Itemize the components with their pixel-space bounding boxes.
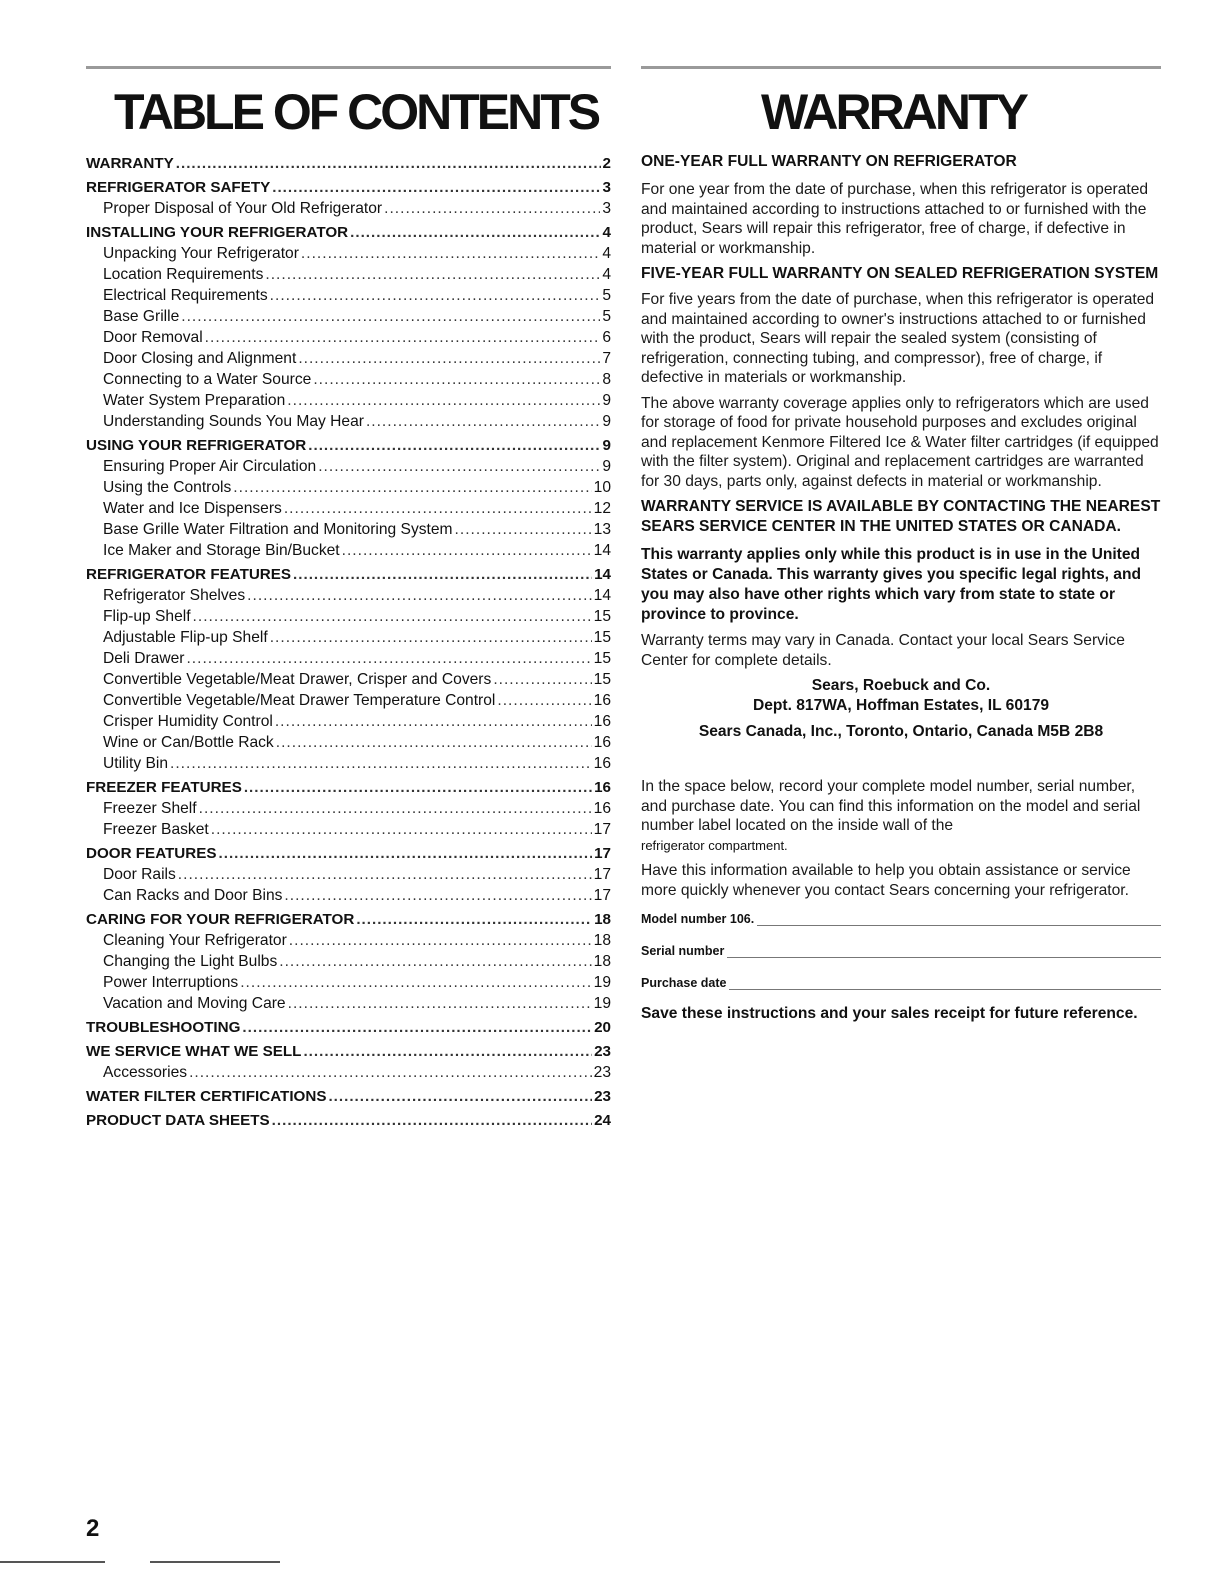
toc-leader-dots [284, 498, 592, 519]
toc-page-number: 16 [593, 692, 611, 709]
warranty-body [641, 152, 1161, 1024]
toc-entry-text: Base Grille Water Filtration and Monitoring System [103, 521, 453, 538]
toc-entry-text: Adjustable Flip-up Shelf [103, 629, 268, 646]
model-number-label: Model number 106. [641, 912, 755, 926]
toc-section-entry [86, 1017, 611, 1038]
toc-entry-text: CARING FOR YOUR REFRIGERATOR [86, 911, 355, 928]
toc-page-number: 9 [602, 392, 611, 409]
toc-entry-text: WE SERVICE WHAT WE SELL [86, 1043, 302, 1060]
toc-entry-text: Cleaning Your Refrigerator [103, 932, 287, 949]
toc-leader-dots [170, 753, 592, 774]
toc-subentry [86, 243, 611, 264]
toc-leader-dots [308, 435, 600, 456]
serial-number-line[interactable] [727, 945, 1161, 958]
toc-leader-dots [293, 564, 592, 585]
toc-subentry [86, 198, 611, 219]
toc-page-number: 18 [593, 953, 611, 970]
toc-leader-dots [455, 519, 592, 540]
toc-page-number: 14 [594, 566, 611, 583]
toc-list [86, 153, 611, 1131]
toc-leader-dots [272, 177, 600, 198]
toc-entry-text: Proper Disposal of Your Old Refrigerator [103, 200, 383, 217]
toc-leader-dots [276, 732, 592, 753]
toc-page-number: 15 [593, 671, 611, 688]
toc-subentry [86, 348, 611, 369]
model-number-line[interactable] [757, 913, 1161, 926]
toc-page-number: 17 [593, 821, 611, 838]
toc-entry-text: Convertible Vegetable/Meat Drawer Temperature Control [103, 692, 496, 709]
one-year-text: For one year from the date of purchase, when this refrigerator is operated and maintained according to instructions attached to or furnished with the product, Sears will repair this refrigerator, free of charge, if defective in material or workmanship. [641, 181, 1149, 257]
toc-page-number: 17 [594, 845, 611, 862]
toc-entry-text: Door Removal [103, 329, 203, 346]
toc-page-number: 12 [593, 500, 611, 517]
toc-subentry [86, 690, 611, 711]
toc-subentry [86, 477, 611, 498]
top-rule-left [86, 66, 611, 69]
toc-leader-dots [193, 606, 592, 627]
toc-page-number: 5 [602, 308, 611, 325]
toc-page-number: 17 [593, 866, 611, 883]
toc-page-number: 23 [593, 1064, 611, 1081]
toc-entry-text: PRODUCT DATA SHEETS [86, 1112, 270, 1129]
bottom-rule-segment [0, 1561, 105, 1563]
toc-page-number: 16 [593, 800, 611, 817]
toc-page-number: 19 [593, 995, 611, 1012]
toc-subentry [86, 753, 611, 774]
toc-subentry [86, 285, 611, 306]
toc-leader-dots [233, 477, 591, 498]
toc-leader-dots [205, 327, 601, 348]
toc-page-number: 3 [602, 200, 611, 217]
toc-leader-dots [199, 798, 592, 819]
toc-page-number: 18 [594, 911, 611, 928]
toc-leader-dots [497, 690, 591, 711]
five-year-heading: FIVE-YEAR FULL WARRANTY ON SEALED REFRIGERATION SYSTEM [641, 265, 1159, 282]
toc-leader-dots [242, 1017, 592, 1038]
toc-subentry [86, 369, 611, 390]
toc-title: TABLE OF CONTENTS [114, 84, 599, 140]
toc-entry-text: Understanding Sounds You May Hear [103, 413, 364, 430]
toc-leader-dots [328, 1086, 592, 1107]
toc-leader-dots [244, 777, 592, 798]
toc-leader-dots [313, 369, 600, 390]
toc-section-entry [86, 909, 611, 930]
address-line-2: Dept. 817WA, Hoffman Estates, IL 60179 [752, 697, 1050, 714]
toc-entry-text: Utility Bin [103, 755, 168, 772]
toc-subentry [86, 648, 611, 669]
toc-entry-text: Unpacking Your Refrigerator [103, 245, 299, 262]
toc-entry-text: Vacation and Moving Care [103, 995, 286, 1012]
toc-page-number: 7 [602, 350, 611, 367]
toc-entry-text: Changing the Light Bulbs [103, 953, 278, 970]
toc-subentry [86, 327, 611, 348]
purchase-date-label: Purchase date [641, 976, 727, 990]
toc-page-number: 20 [594, 1019, 611, 1036]
toc-page-number: 18 [593, 932, 611, 949]
serial-number-field[interactable] [641, 934, 1161, 958]
toc-entry-text: Accessories [103, 1064, 188, 1081]
toc-page-number: 10 [593, 479, 611, 496]
toc-leader-dots [342, 540, 592, 561]
toc-page-number: 3 [602, 179, 611, 196]
toc-subentry [86, 264, 611, 285]
toc-leader-dots [284, 885, 591, 906]
toc-leader-dots [298, 348, 600, 369]
toc-entry-text: Water and Ice Dispensers [103, 500, 282, 517]
record-text: In the space below, record your complete model number, serial number, and purchase date. You can find this information on the model and serial number label located on the inside wall of the [641, 778, 1141, 834]
toc-leader-dots [189, 1062, 592, 1083]
toc-page-number: 8 [602, 371, 611, 388]
toc-leader-dots [287, 390, 600, 411]
toc-leader-dots [219, 843, 593, 864]
toc-subentry [86, 498, 611, 519]
rights-text: This warranty applies only while this product is in use in the United States or Canada. This warranty gives you specific legal rights, and you may also have other rights which vary from state to state or province to province. [641, 546, 1142, 623]
toc-leader-dots [303, 1041, 592, 1062]
toc-leader-dots [493, 669, 591, 690]
address-line-1: Sears, Roebuck and Co. [811, 677, 991, 694]
toc-section-entry [86, 564, 611, 585]
serial-number-label: Serial number [641, 944, 725, 958]
toc-entry-text: Refrigerator Shelves [103, 587, 246, 604]
toc-subentry [86, 819, 611, 840]
toc-leader-dots [288, 993, 592, 1014]
toc-entry-text: Wine or Can/Bottle Rack [103, 734, 274, 751]
address-line-3: Sears Canada, Inc., Toronto, Ontario, Canada M5B 2B8 [698, 723, 1104, 740]
toc-page-number: 9 [602, 437, 611, 454]
toc-page-number: 9 [602, 413, 611, 430]
toc-leader-dots [301, 243, 600, 264]
toc-section-entry [86, 1110, 611, 1131]
toc-subentry [86, 711, 611, 732]
toc-leader-dots [176, 153, 601, 174]
model-number-field[interactable] [641, 902, 1161, 926]
toc-entry-text: Connecting to a Water Source [103, 371, 312, 388]
toc-subentry [86, 864, 611, 885]
toc-entry-text: Electrical Requirements [103, 287, 268, 304]
toc-entry-text: Can Racks and Door Bins [103, 887, 283, 904]
canada-text: Warranty terms may vary in Canada. Contact your local Sears Service Center for complete details. [641, 632, 1125, 669]
toc-entry-text: Location Requirements [103, 266, 264, 283]
toc-section-entry [86, 777, 611, 798]
toc-leader-dots [186, 648, 591, 669]
toc-subentry [86, 1062, 611, 1083]
have-info-text: Have this information available to help you obtain assistance or service more quickly whenever you contact Sears concerning your refrigerator. [641, 862, 1131, 899]
toc-page-number: 16 [593, 755, 611, 772]
toc-page-number: 15 [593, 608, 611, 625]
toc-page-number: 14 [593, 587, 611, 604]
toc-leader-dots [270, 285, 601, 306]
toc-subentry [86, 798, 611, 819]
toc-page-number: 16 [593, 713, 611, 730]
toc-subentry [86, 951, 611, 972]
toc-page-number: 2 [602, 155, 611, 172]
toc-page-number: 14 [593, 542, 611, 559]
toc-subentry [86, 456, 611, 477]
toc-entry-text: Water System Preparation [103, 392, 286, 409]
toc-entry-text: Convertible Vegetable/Meat Drawer, Crisper and Covers [103, 671, 492, 688]
toc-leader-dots [270, 627, 592, 648]
toc-page-number: 9 [602, 458, 611, 475]
toc-leader-dots [265, 264, 600, 285]
toc-entry-text: INSTALLING YOUR REFRIGERATOR [86, 224, 349, 241]
toc-subentry [86, 519, 611, 540]
toc-subentry [86, 411, 611, 432]
purchase-date-field[interactable] [641, 966, 1161, 990]
toc-page-number: 16 [594, 779, 611, 796]
service-heading: WARRANTY SERVICE IS AVAILABLE BY CONTACTING THE NEAREST SEARS SERVICE CENTER IN THE UNITED STATES OR CANADA. [641, 498, 1161, 535]
toc-page-number: 13 [593, 521, 611, 538]
toc-subentry [86, 669, 611, 690]
save-instructions-text: Save these instructions and your sales receipt for future reference. [641, 1005, 1138, 1022]
toc-page-number: 16 [593, 734, 611, 751]
toc-leader-dots [289, 930, 592, 951]
toc-entry-text: Ensuring Proper Air Circulation [103, 458, 317, 475]
toc-section-entry [86, 843, 611, 864]
toc-page-number: 23 [594, 1088, 611, 1105]
toc-leader-dots [178, 864, 592, 885]
toc-section-entry [86, 177, 611, 198]
toc-leader-dots [247, 585, 591, 606]
purchase-date-line[interactable] [729, 977, 1161, 990]
toc-section-entry [86, 153, 611, 174]
toc-subentry [86, 606, 611, 627]
toc-page-number: 19 [593, 974, 611, 991]
toc-leader-dots [272, 1110, 592, 1131]
toc-page-number: 4 [602, 266, 611, 283]
toc-leader-dots [350, 222, 600, 243]
toc-entry-text: Deli Drawer [103, 650, 185, 667]
toc-subentry [86, 585, 611, 606]
toc-entry-text: Flip-up Shelf [103, 608, 191, 625]
toc-subentry [86, 993, 611, 1014]
toc-subentry [86, 540, 611, 561]
toc-entry-text: Using the Controls [103, 479, 232, 496]
toc-leader-dots [211, 819, 592, 840]
toc-subentry [86, 732, 611, 753]
one-year-heading: ONE-YEAR FULL WARRANTY ON REFRIGERATOR [641, 153, 1017, 170]
toc-leader-dots [318, 456, 600, 477]
top-rule-right [641, 66, 1161, 69]
toc-subentry [86, 390, 611, 411]
toc-page-number: 17 [593, 887, 611, 904]
toc-page-number: 15 [593, 650, 611, 667]
toc-entry-text: Freezer Basket [103, 821, 209, 838]
toc-entry-text: REFRIGERATOR FEATURES [86, 566, 292, 583]
toc-entry-text: DOOR FEATURES [86, 845, 217, 862]
toc-section-entry [86, 1041, 611, 1062]
coverage-text: The above warranty coverage applies only to refrigerators which are used for storage of food for private household purposes and excludes original and replacement Kenmore Filtered Ice & Water filter cartridges (if equipped with the filter system). Original and replacement cartridges are warranted for 30 days, parts only, against defects in material or workmanship. [641, 394, 1159, 490]
toc-section-entry [86, 222, 611, 243]
toc-entry-text: Ice Maker and Storage Bin/Bucket [103, 542, 340, 559]
toc-page-number: 5 [602, 287, 611, 304]
page-number: 2 [86, 1515, 100, 1542]
toc-entry-text: Freezer Shelf [103, 800, 197, 817]
toc-entry-text: FREEZER FEATURES [86, 779, 242, 796]
toc-entry-text: REFRIGERATOR SAFETY [86, 179, 271, 196]
toc-leader-dots [384, 198, 600, 219]
toc-subentry [86, 885, 611, 906]
toc-leader-dots [279, 951, 591, 972]
toc-entry-text: Crisper Humidity Control [103, 713, 273, 730]
toc-entry-text: Door Rails [103, 866, 176, 883]
toc-page-number: 15 [593, 629, 611, 646]
toc-leader-dots [181, 306, 600, 327]
toc-page-number: 4 [602, 224, 611, 241]
toc-page-number: 6 [602, 329, 611, 346]
toc-entry-text: Power Interruptions [103, 974, 239, 991]
toc-subentry [86, 930, 611, 951]
toc-leader-dots [240, 972, 591, 993]
toc-leader-dots [275, 711, 592, 732]
toc-subentry [86, 306, 611, 327]
record-text-end: refrigerator compartment. [641, 837, 788, 853]
toc-entry-text: USING YOUR REFRIGERATOR [86, 437, 307, 454]
toc-leader-dots [366, 411, 600, 432]
toc-page-number: 24 [594, 1112, 611, 1129]
warranty-title: WARRANTY [761, 84, 1026, 140]
bottom-rule-segment [150, 1561, 280, 1563]
toc-subentry [86, 627, 611, 648]
toc-entry-text: WATER FILTER CERTIFICATIONS [86, 1088, 327, 1105]
toc-section-entry [86, 435, 611, 456]
toc-entry-text: TROUBLESHOOTING [86, 1019, 241, 1036]
toc-entry-text: WARRANTY [86, 155, 174, 172]
toc-subentry [86, 972, 611, 993]
toc-page-number: 23 [594, 1043, 611, 1060]
toc-leader-dots [356, 909, 592, 930]
five-year-text: For five years from the date of purchase, when this refrigerator is operated and maintained according to owner's instructions attached to or furnished with the product, Sears will repair the sealed system (consisting of refrigeration, connecting tubing, and compressor), free of charge, if defective in materials or workmanship. [641, 291, 1155, 386]
toc-entry-text: Door Closing and Alignment [103, 350, 297, 367]
toc-entry-text: Base Grille [103, 308, 180, 325]
toc-page-number: 4 [602, 245, 611, 262]
toc-section-entry [86, 1086, 611, 1107]
